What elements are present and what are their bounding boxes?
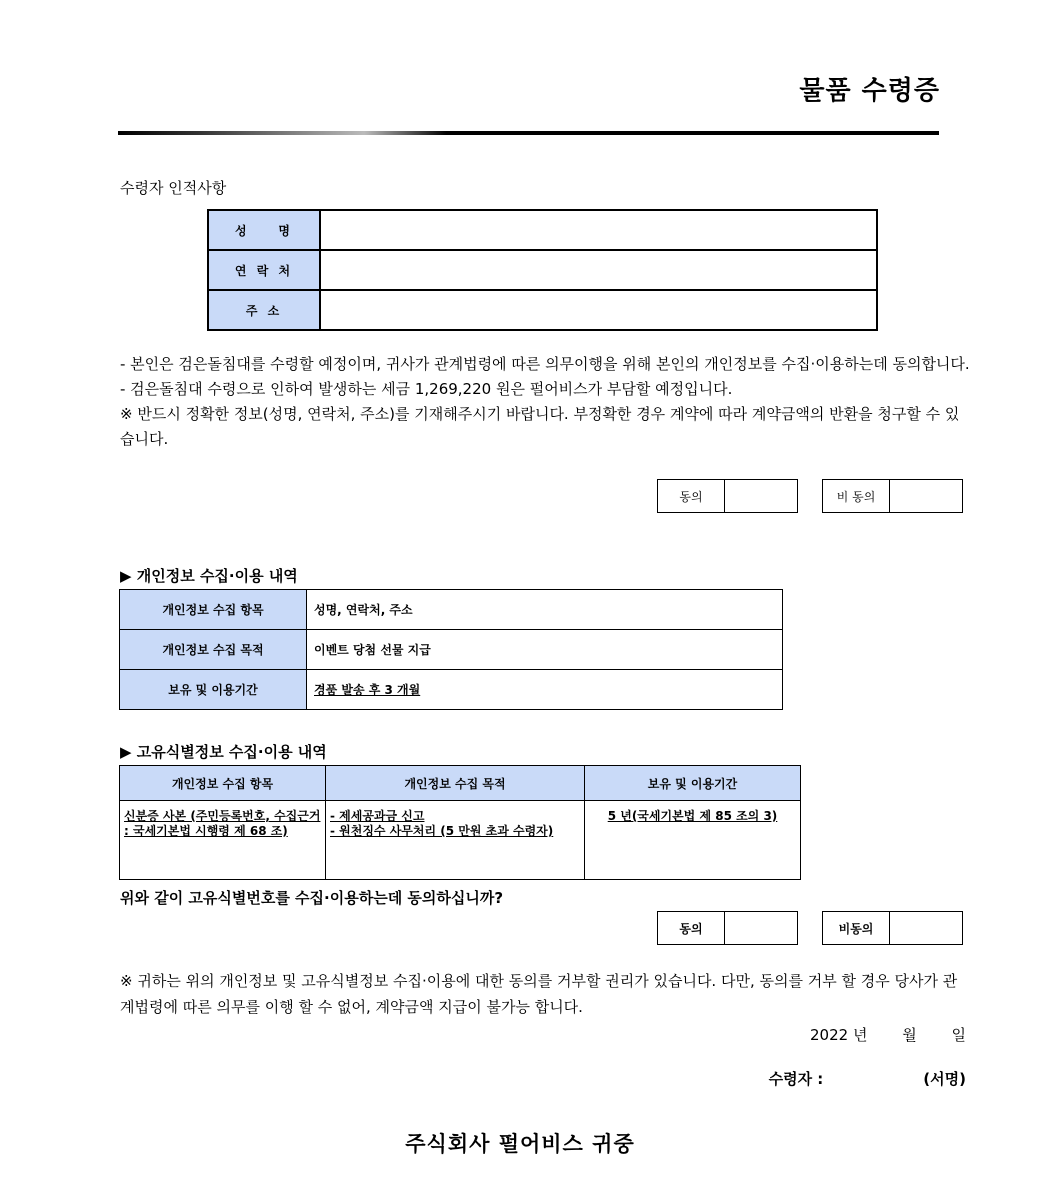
date-month: 월: [902, 1026, 917, 1044]
unique-consent-question: 위와 같이 고유식별번호를 수집·이용하는데 동의하십니까?: [120, 889, 504, 907]
agree-label: 동의: [658, 480, 725, 512]
date-line: [810, 1024, 966, 1045]
collection-items-label: 개인정보 수집 항목: [120, 590, 307, 630]
purpose-line: - 제세공과금 신고: [330, 809, 425, 823]
table-row: [120, 590, 783, 630]
notice-text: ※ 귀하는 위의 개인정보 및 고유식별정보 수집·이용에 대한 동의를 거부할 권리가 있습니다. 다만, 동의를 거부 할 경우 당사가 관계법령에 따른 의무를 이행 할 수 없어, 계약금액 지급이 불가능 합니다.: [120, 972, 958, 1016]
address-field[interactable]: [320, 290, 877, 330]
contact-label: 연 락 처: [208, 250, 320, 290]
unique-info-heading: ▶ 고유식별정보 수집·이용 내역: [120, 743, 327, 761]
date-day: 일: [951, 1026, 966, 1044]
consent-group-2: [657, 911, 963, 945]
table-row: [208, 210, 877, 250]
unique-info-table: [119, 765, 801, 880]
title-divider: [118, 131, 939, 135]
document-title: 물품 수령증: [799, 76, 940, 106]
refusal-notice: [120, 968, 970, 1020]
signature-line: [769, 1068, 966, 1089]
statement-accuracy: ※ 반드시 정확한 정보(성명, 연락처, 주소)를 기재해주시기 바랍니다. 부정확한 경우 계약에 따라 계약금액의 반환을 청구할 수 있습니다.: [120, 405, 960, 448]
disagree-label: 비 동의: [823, 480, 890, 512]
purpose-line: - 원천징수 사무처리 (5 만원 초과 수령자): [330, 824, 554, 838]
collection-purpose-label: 개인정보 수집 목적: [120, 630, 307, 670]
table-row: [208, 250, 877, 290]
recipient-info-table: [207, 209, 878, 331]
addressee-footer: 주식회사 펄어비스 귀중: [405, 1132, 635, 1156]
personal-info-table: [119, 589, 783, 710]
disagree-label: 비동의: [823, 912, 890, 944]
header-collection-purpose: 개인정보 수집 목적: [326, 766, 585, 801]
sign-label: (서명): [923, 1070, 966, 1088]
collection-items-value: 성명, 연락처, 주소: [307, 590, 783, 630]
unique-item-value: 신분증 사본 (주민등록번호, 수집근거 : 국세기본법 시행령 제 68 조): [120, 801, 326, 880]
consent-statements: [120, 352, 970, 452]
table-row: [120, 630, 783, 670]
table-row: [208, 290, 877, 330]
collection-purpose-value: 이벤트 당첨 선물 지급: [307, 630, 783, 670]
table-row: [120, 801, 801, 880]
agree-field[interactable]: [725, 912, 797, 944]
statement-collection: - 본인은 검은돌침대를 수령할 예정이며, 귀사가 관계법령에 따른 의무이행을 위해 본인의 개인정보를 수집·이용하는데 동의합니다.: [120, 355, 970, 373]
agree-field[interactable]: [725, 480, 797, 512]
agree-label: 동의: [658, 912, 725, 944]
statement-tax: - 검은돌침대 수령으로 인하여 발생하는 세금 1,269,220 원은 펄어비스가 부담할 예정입니다.: [120, 380, 733, 398]
recipient-label: 수령자 :: [768, 1070, 824, 1088]
agree-box-2: [657, 911, 798, 945]
table-row: [120, 670, 783, 710]
address-label: 주 소: [208, 290, 320, 330]
name-label: 성 명: [208, 210, 320, 250]
contact-field[interactable]: [320, 250, 877, 290]
disagree-box-2: [822, 911, 963, 945]
header-retention-period: 보유 및 이용기간: [585, 766, 801, 801]
unique-period-value: 5 년(국세기본법 제 85 조의 3): [585, 801, 801, 880]
retention-period-label: 보유 및 이용기간: [120, 670, 307, 710]
disagree-box-1: [822, 479, 963, 513]
agree-box-1: [657, 479, 798, 513]
unique-purpose-value: [326, 801, 585, 880]
recipient-section-label: 수령자 인적사항: [120, 179, 227, 197]
disagree-field[interactable]: [890, 480, 962, 512]
header-collection-items: 개인정보 수집 항목: [120, 766, 326, 801]
personal-info-heading: ▶ 개인정보 수집·이용 내역: [120, 567, 298, 585]
consent-group-1: [657, 479, 963, 513]
retention-period-value: 경품 발송 후 3 개월: [307, 670, 783, 710]
disagree-field[interactable]: [890, 912, 962, 944]
table-header-row: [120, 766, 801, 801]
name-field[interactable]: [320, 210, 877, 250]
date-year: 2022 년: [810, 1026, 868, 1044]
